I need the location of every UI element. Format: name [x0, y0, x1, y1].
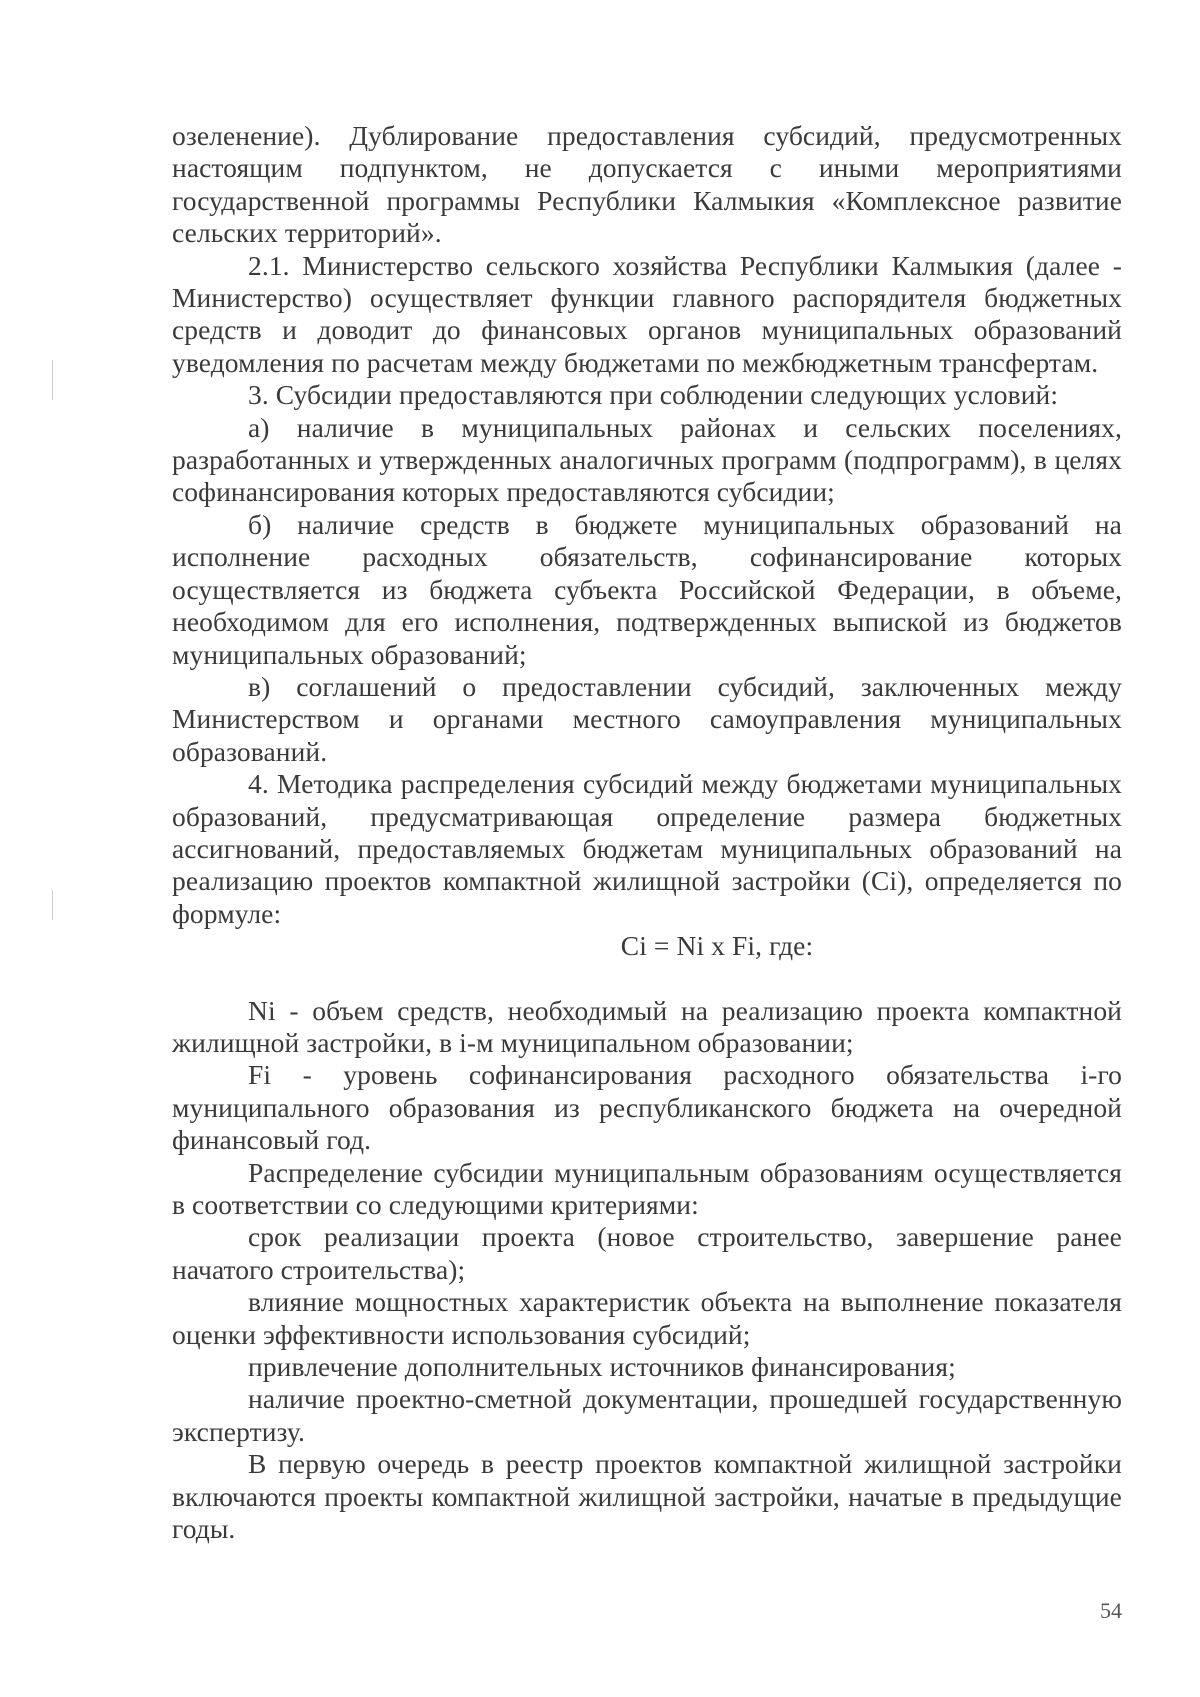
paragraph-distribution-criteria: Распределение субсидии муниципальным образованиям осуществляется в соответствии со следующими критериями:: [172, 1156, 1122, 1220]
criterion-capacity-influence: влияние мощностных характеристик объекта на выполнение показателя оценки эффективности использования субсидий;: [172, 1286, 1122, 1350]
formula: Ci = Ni x Fi, где:: [620, 930, 814, 962]
paragraph-fi-definition: Fi - уровень софинансирования расходного обязательства i-го муниципального образования из республиканского бюджета на очередной финансовый год.: [172, 1059, 1122, 1156]
paragraph-3-conditions: 3. Субсидии предоставляются при соблюдении следующих условий:: [248, 379, 1059, 411]
page-number: 54: [1100, 1598, 1122, 1623]
document-body: [172, 120, 1122, 1545]
paragraph-greening-continuation: озеленение). Дублирование предоставления субсидий, предусмотренных настоящим подпунктом, не допускается с иными мероприятиями государственной программы Республики Калмыкия «Комплексное развитие сельских территорий».: [172, 120, 1122, 249]
criterion-implementation-term: срок реализации проекта (новое строительство, завершение ранее начатого строительства);: [172, 1221, 1122, 1285]
criterion-design-documentation: наличие проектно-сметной документации, прошедшей государственную экспертизу.: [172, 1383, 1122, 1447]
paragraph-4-methodology: 4. Методика распределения субсидий между бюджетами муниципальных образований, предусматривающая определение размера бюджетных ассигнований, предоставляемых бюджетам муниципальных образований на реализацию проектов компактной жилищной застройки (Ci), определяется по формуле:: [172, 768, 1122, 929]
paragraph-condition-v: в) соглашений о предоставлении субсидий, заключенных между Министерством и органами местного самоуправления муниципальных образований.: [172, 670, 1122, 767]
paragraph-priority-registry: В первую очередь в реестр проектов компактной жилищной застройки включаются проекты компактной жилищной застройки, начатые в предыдущие годы.: [172, 1448, 1122, 1545]
criterion-additional-funding: привлечение дополнительных источников финансирования;: [248, 1351, 956, 1383]
scan-artifact-line: [52, 360, 53, 400]
paragraph-2-1-ministry: 2.1. Министерство сельского хозяйства Республики Калмыкия (далее - Министерство) осуществляет функции главного распорядителя бюджетных средств и доводит до финансовых органов муниципальных образований уведомления по расчетам между бюджетами по межбюджетным трансфертам.: [172, 249, 1122, 378]
paragraph-condition-b: б) наличие средств в бюджете муниципальных образований на исполнение расходных обязательств, софинансирование которых осуществляется из бюджета субъекта Российской Федерации, в объеме, необходимом для его исполнения, подтвержденных выпиской из бюджетов муниципальных образований;: [172, 508, 1122, 670]
paragraph-condition-a: а) наличие в муниципальных районах и сельских поселениях, разработанных и утвержденных аналогичных программ (подпрограмм), в целях софинансирования которых предоставляются субсидии;: [172, 411, 1122, 508]
scan-artifact-line: [52, 890, 53, 920]
paragraph-ni-definition: Ni - объем средств, необходимый на реализацию проекта компактной жилищной застройки, в i-м муниципальном образовании;: [172, 994, 1122, 1058]
